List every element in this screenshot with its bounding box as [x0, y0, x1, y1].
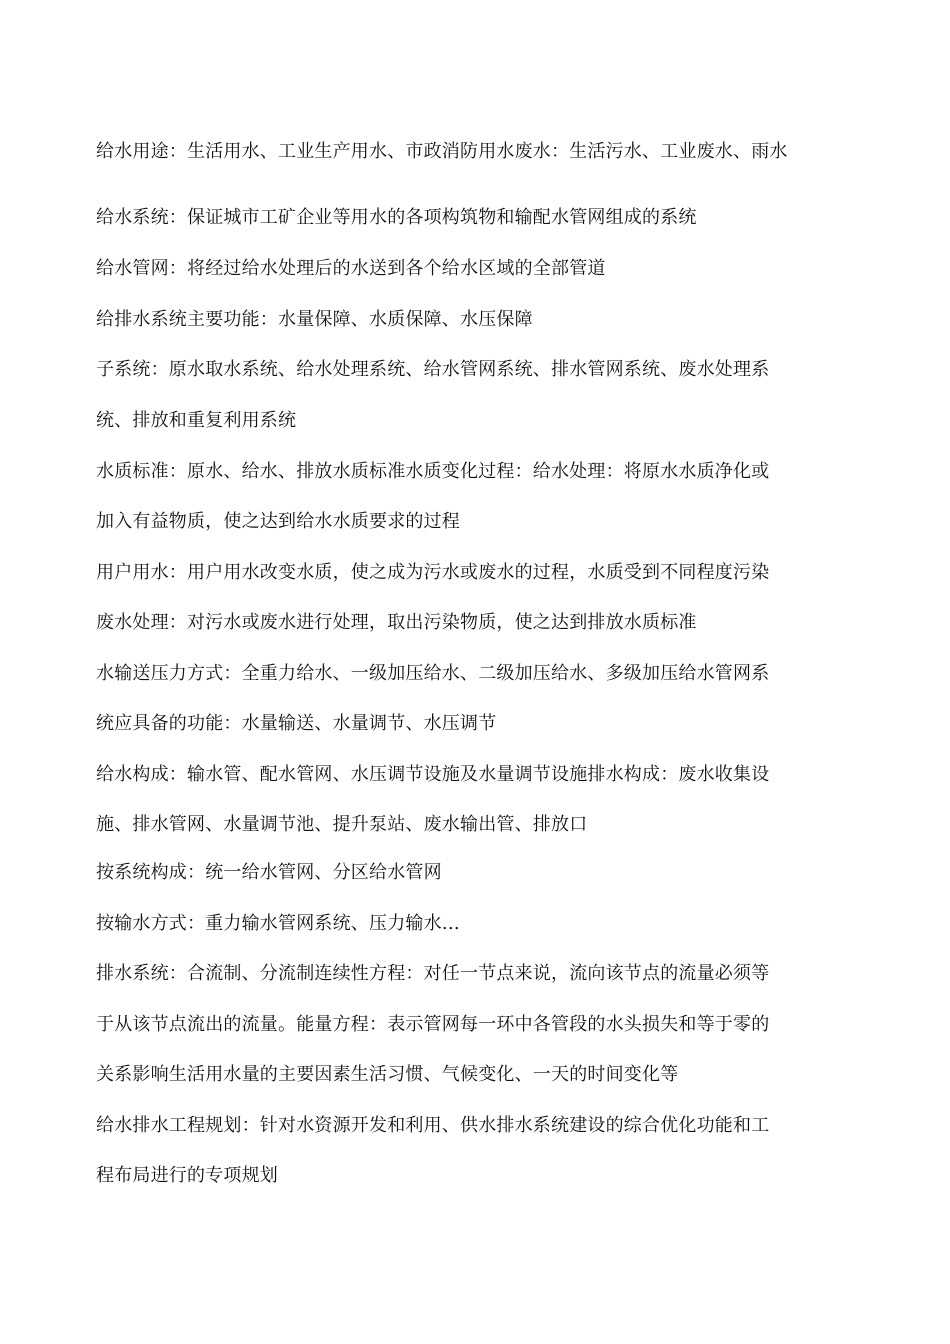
text-line-by-system: 按系统构成：统一给水管网、分区给水管网 — [96, 862, 442, 883]
text-line-supply-network: 给水管网：将经过给水处理后的水送到各个给水区域的全部管道 — [96, 258, 606, 279]
text-line-influence-factors: 关系影响生活用水量的主要因素生活习惯、气候变化、一天的时间变化等 — [96, 1064, 679, 1085]
text-line-drainage-composition: 施、排水管网、水量调节池、提升泵站、废水输出管、排放口 — [96, 814, 588, 835]
text-line-energy-equation: 于从该节点流出的流量。能量方程：表示管网每一环中各管段的水头损失和等于零的 — [96, 1014, 770, 1035]
text-line-pressure-modes: 水输送压力方式：全重力给水、一级加压给水、二级加压给水、多级加压给水管网系 — [96, 663, 770, 684]
text-line-water-quality-cont: 加入有益物质，使之达到给水水质要求的过程 — [96, 511, 460, 532]
text-line-wastewater-treatment: 废水处理：对污水或废水进行处理，取出污染物质，使之达到排放水质标准 — [96, 612, 697, 633]
text-line-water-quality: 水质标准：原水、给水、排放水质标准水质变化过程：给水处理：将原水水质净化或 — [96, 461, 770, 482]
text-line-network-functions: 统应具备的功能：水量输送、水量调节、水压调节 — [96, 713, 497, 734]
text-line-by-transport: 按输水方式：重力输水管网系统、压力输水… — [96, 913, 460, 934]
text-line-main-functions: 给排水系统主要功能：水量保障、水质保障、水压保障 — [96, 309, 533, 330]
text-line-engineering-plan-cont: 程布局进行的专项规划 — [96, 1165, 278, 1186]
text-line-engineering-plan: 给水排水工程规划：针对水资源开发和利用、供水排水系统建设的综合优化功能和工 — [96, 1115, 770, 1136]
text-line-drainage-system: 排水系统：合流制、分流制连续性方程：对任一节点来说，流向该节点的流量必须等 — [96, 963, 770, 984]
text-line-supply-composition: 给水构成：输水管、配水管网、水压调节设施及水量调节设施排水构成：废水收集设 — [96, 764, 770, 785]
text-line-user-water: 用户用水：用户用水改变水质，使之成为污水或废水的过程，水质受到不同程度污染 — [96, 562, 770, 583]
text-line-supply-system: 给水系统：保证城市工矿企业等用水的各项构筑物和输配水管网组成的系统 — [96, 207, 697, 228]
text-line-subsystems-cont: 统、排放和重复利用系统 — [96, 410, 297, 431]
text-line-subsystems: 子系统：原水取水系统、给水处理系统、给水管网系统、排水管网系统、废水处理系 — [96, 359, 770, 380]
text-line-water-use: 给水用途：生活用水、工业生产用水、市政消防用水废水：生活污水、工业废水、雨水 — [96, 141, 788, 162]
